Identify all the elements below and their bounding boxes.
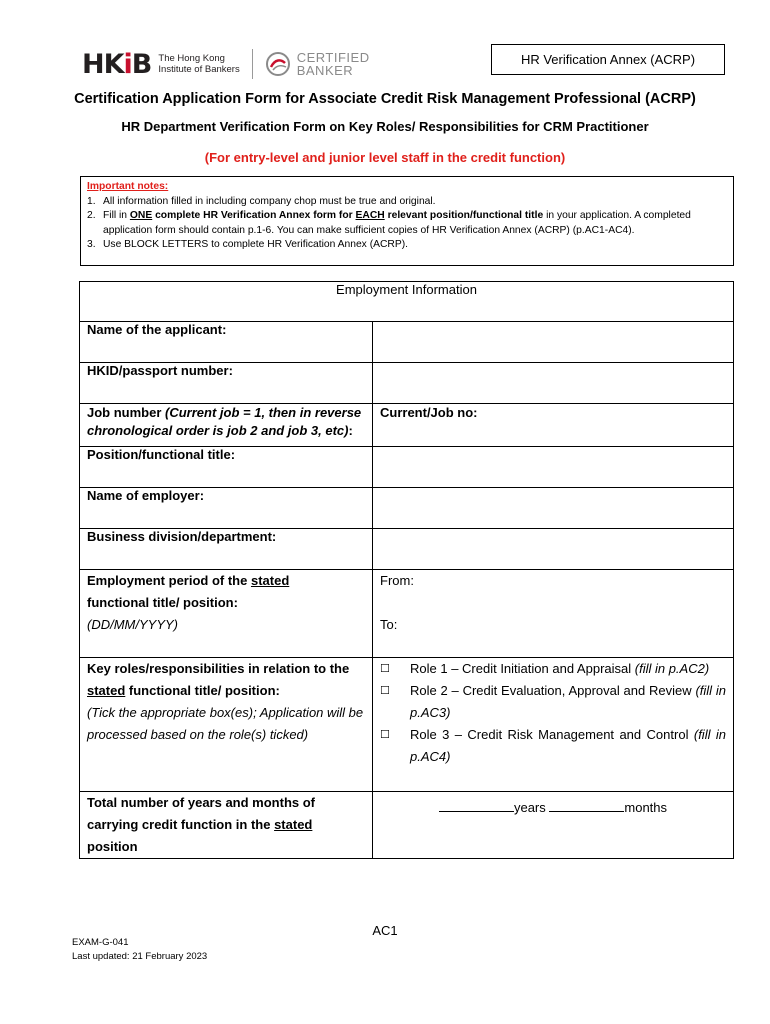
- current-job-field[interactable]: Current/Job no:: [373, 404, 734, 447]
- employment-period-field[interactable]: [373, 570, 734, 658]
- certified-banker-icon: [265, 51, 291, 77]
- employment-period-label: Employment period of the stated functional title/ position: (DD/MM/YYYY): [80, 570, 373, 658]
- role1-option[interactable]: ☐ Role 1 – Credit Initiation and Appraisal (fill in p.AC2): [380, 658, 726, 680]
- certified-banker-text: CERTIFIED BANKER: [296, 50, 370, 78]
- employer-label: Name of employer:: [80, 488, 373, 529]
- annex-label: HR Verification Annex (ACRP): [491, 44, 725, 75]
- logo-divider: [252, 49, 253, 79]
- role3-option[interactable]: ☐ Role 3 – Credit Risk Management and Control (fill in p.AC4): [380, 724, 726, 768]
- form-title: Certification Application Form for Associate Credit Risk Management Professional (ACRP): [74, 91, 696, 107]
- hkib-wordmark: HKiB: [82, 48, 152, 80]
- last-updated: Last updated: 21 February 2023: [72, 951, 208, 962]
- note-item: 2. Fill in ONE complete HR Verification Annex form for EACH relevant position/functional title in your application. A completed application form should contain p.1-6. You can make sufficient copies of HR Verification Annex (ACRP) (p.AC1-AC4).: [87, 210, 691, 236]
- position-label: Position/functional title:: [80, 447, 373, 488]
- total-years-field[interactable]: years months: [373, 792, 734, 859]
- applicant-name-field[interactable]: [373, 322, 734, 363]
- division-label: Business division/department:: [80, 529, 373, 570]
- target-staff-note: (For entry-level and junior level staff in the credit function): [204, 150, 566, 165]
- position-field[interactable]: [373, 447, 734, 488]
- to-field[interactable]: To:: [380, 617, 398, 632]
- employer-field[interactable]: [373, 488, 734, 529]
- employment-info-table: [79, 281, 734, 859]
- form-subtitle: HR Department Verification Form on Key Roles/ Responsibilities for CRM Practitioner: [121, 119, 649, 134]
- from-field[interactable]: From:: [380, 573, 414, 588]
- hkid-label: HKID/passport number:: [80, 363, 373, 404]
- role2-checkbox[interactable]: ☐: [380, 685, 390, 697]
- job-number-label: Job number (Current job = 1, then in reverse chronological order is job 2 and job 3, etc):: [80, 404, 373, 447]
- table-header: Employment Information: [80, 282, 734, 322]
- applicant-name-label: Name of the applicant:: [80, 322, 373, 363]
- role2-option[interactable]: ☐ Role 2 – Credit Evaluation, Approval and Review (fill in p.AC3): [380, 680, 726, 724]
- total-years-label: Total number of years and months of carrying credit function in the stated position: [80, 792, 373, 859]
- key-roles-label: Key roles/responsibilities in relation to the stated functional title/ position: (Tick the appropriate box(es); Application will be processed based on the role(s) ticked): [80, 658, 373, 792]
- note-item: 1. All information filled in including company chop must be true and original.: [87, 195, 436, 207]
- division-field[interactable]: [373, 529, 734, 570]
- page-number: AC1: [372, 923, 398, 938]
- important-notes: [80, 176, 734, 266]
- months-blank[interactable]: [549, 800, 624, 812]
- hkib-logo: [82, 48, 370, 80]
- note-item: 3. Use BLOCK LETTERS to complete HR Verification Annex (ACRP).: [87, 239, 409, 250]
- footer: [72, 936, 207, 964]
- notes-heading: Important notes:: [87, 181, 169, 192]
- institute-name: The Hong Kong Institute of Bankers: [158, 53, 240, 75]
- years-blank[interactable]: [439, 800, 514, 812]
- role3-checkbox[interactable]: ☐: [380, 729, 390, 741]
- hkid-field[interactable]: [373, 363, 734, 404]
- key-roles-options: [373, 658, 734, 792]
- form-code: EXAM-G-041: [72, 937, 129, 948]
- role1-checkbox[interactable]: ☐: [380, 663, 390, 675]
